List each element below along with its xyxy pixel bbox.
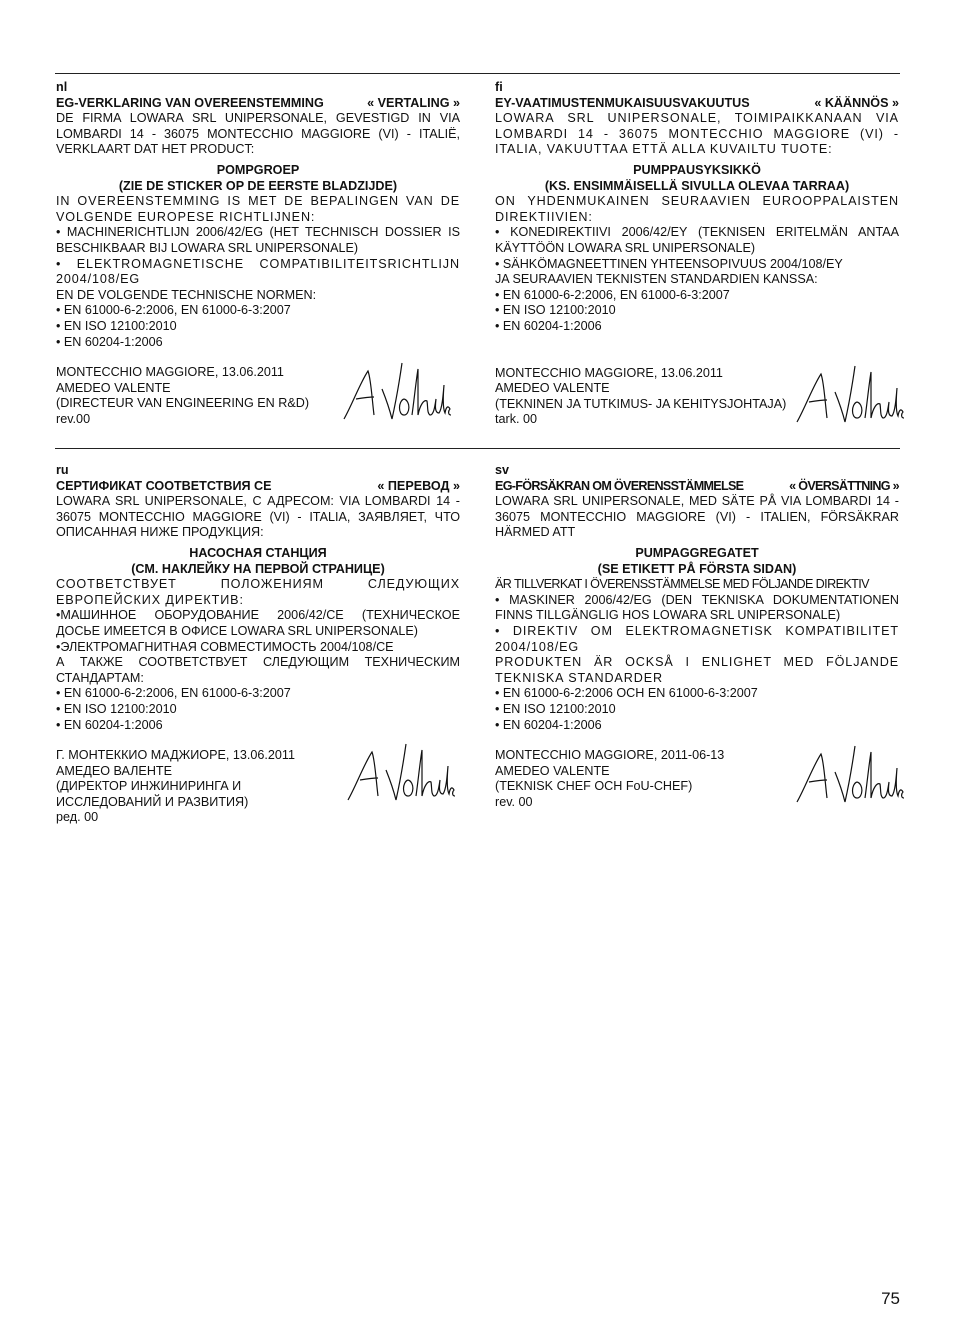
translation-tag: « VERTALING » — [367, 95, 460, 110]
declaration-title: EY-VAATIMUSTENMUKAISUUSVAKUUTUS — [495, 95, 750, 110]
revision: rev.00 — [56, 411, 91, 426]
directive-machinery: • MACHINERICHTLIJN 2006/42/EG (HET TECHNISCH DOSSIER IS BESCHIKBAAR BIJ LOWARA SRL UNIPERSONALE) — [56, 225, 460, 255]
signatory-role: (TEKNISK CHEF OCH FoU-CHEF) — [495, 779, 693, 794]
product-note: (ZIE DE STICKER OP DE EERSTE BLADZIJDE) — [118, 178, 398, 193]
directive-emc: •ЭЛЕКТРОМАГНИТНАЯ СОВМЕСТИМОСТЬ 2004/108/CE — [56, 639, 394, 654]
handwritten-signature — [795, 744, 905, 806]
conformity-statement: СООТВЕТСТВУЕТ ПОЛОЖЕНИЯМ СЛЕДУЮЩИХ ЕВРОПЕЙСКИХ ДИРЕКТИВ: — [56, 577, 460, 607]
directive-machinery: •МАШИННОЕ ОБОРУДОВАНИЕ 2006/42/CE (ТЕХНИЧЕСКОЕ ДОСЬЕ ИМЕЕТСЯ В ОФИСЕ LOWARA SRL UNIPERSONALE) — [56, 608, 460, 638]
translation-tag: « ÖVERSÄTTNING » — [789, 478, 899, 493]
standard-item: • EN 60204-1:2006 — [56, 717, 163, 732]
standard-item: • EN 60204-1:2006 — [495, 318, 602, 333]
revision: ред. 00 — [56, 810, 99, 825]
revision: rev. 00 — [495, 794, 533, 809]
declaration-title: EG-VERKLARING VAN OVEREENSTEMMING — [56, 95, 324, 110]
place-date: MONTECCHIO MAGGIORE, 13.06.2011 — [56, 365, 284, 380]
middle-rule — [55, 448, 900, 449]
signatory-role: (TEKNINEN JA TUTKIMUS- JA KEHITYSJOHTAJA) — [495, 396, 787, 411]
directive-emc: • ELEKTROMAGNETISCHE COMPATIBILITEITSRICHTLIJN 2004/108/EG — [56, 256, 460, 287]
place-date: MONTECCHIO MAGGIORE, 13.06.2011 — [495, 365, 723, 380]
conformity-statement: IN OVEREENSTEMMING IS MET DE BEPALINGEN VAN DE VOLGENDE EUROPESE RICHTLIJNEN: — [56, 194, 460, 224]
declaration-title-row — [495, 479, 899, 495]
directive-emc: • SÄHKÖMAGNEETTINEN YHTEENSOPIVUUS 2004/108/EY — [495, 256, 843, 271]
signature-block — [56, 748, 460, 826]
product-note: (KS. ENSIMMÄISELLÄ SIVULLA OLEVAA TARRAA) — [544, 178, 850, 193]
signature-block — [495, 748, 899, 810]
declaration-ru — [56, 463, 460, 826]
product-note: (СМ. НАКЛЕЙКУ НА ПЕРВОЙ СТРАНИЦЕ) — [131, 561, 385, 576]
signatory-name: AMEDEO VALENTE — [56, 380, 171, 395]
declaration-title-row — [495, 96, 899, 112]
page-number: 75 — [881, 1289, 900, 1308]
product-note: (SE ETIKETT PÅ FÖRSTA SIDAN) — [597, 561, 797, 576]
directive-machinery: • KONEDIREKTIIVI 2006/42/EY (TEKNISEN ERITELMÄN ANTAA KÄYTTÖÖN LOWARA SRL UNIPERSONALE) — [495, 225, 899, 255]
handwritten-signature — [795, 364, 905, 426]
standard-item: • EN 61000-6-2:2006, EN 61000-6-3:2007 — [56, 686, 291, 701]
declaration-nl — [56, 80, 460, 427]
standards-intro: EN DE VOLGENDE TECHNISCHE NORMEN: — [56, 287, 317, 302]
standards-intro: А ТАКЖЕ СООТВЕТСТВУЕТ СЛЕДУЮЩИМ ТЕХНИЧЕСКИМ СТАНДАРТАМ: — [56, 655, 460, 685]
standard-item: • EN 61000-6-2:2006, EN 61000-6-3:2007 — [495, 287, 730, 302]
conformity-statement: ÄR TILLVERKAT I ÖVERENSSTÄMMELSE MED FÖLJANDE DIREKTIV — [495, 577, 869, 592]
revision: tark. 00 — [495, 412, 537, 427]
directive-emc: • DIREKTIV OM ELEKTROMAGNETISK KOMPATIBILITET 2004/108/EG — [495, 623, 899, 654]
signatory-role: (DIRECTEUR VAN ENGINEERING EN R&D) — [56, 396, 310, 411]
declaration-title: СЕРТИФИКАТ СООТВЕТСТВИЯ CE — [56, 478, 272, 493]
signatory-name: AMEDEO VALENTE — [495, 763, 610, 778]
standard-item: • EN ISO 12100:2010 — [56, 318, 177, 333]
standard-item: • EN ISO 12100:2010 — [495, 303, 616, 318]
handwritten-signature — [342, 361, 452, 423]
product-name: POMPGROEP — [216, 162, 300, 177]
place-date: Г. МОНТЕККИО МАДЖИОРЕ, 13.06.2011 — [56, 748, 295, 763]
signatory-name: АМЕДЕО ВАЛЕНТЕ — [56, 763, 173, 778]
standards-intro: JA SEURAAVIEN TEKNISTEN STANDARDIEN KANSSA: — [495, 272, 818, 287]
standard-item: • EN 61000-6-2:2006, EN 61000-6-3:2007 — [56, 303, 291, 318]
standard-item: • EN 60204-1:2006 — [56, 334, 163, 349]
company-intro: LOWARA SRL UNIPERSONALE, TOIMIPAIKKANAAN VIA LOMBARDI 14 - 36075 MONTECCHIO MAGGIORE (VI) - ITALIA, VAKUUTTAA ETTÄ ALLA KUVAILTU TUOTE: — [495, 111, 899, 157]
conformity-statement: ON YHDENMUKAINEN SEURAAVIEN EUROOPPALAISTEN DIREKTIIVIEN: — [495, 194, 899, 224]
top-rule — [55, 73, 900, 74]
language-code: fi — [495, 80, 503, 94]
standards-intro: PRODUKTEN ÄR OCKSÅ I ENLIGHET MED FÖLJANDE TEKNISKA STANDARDER — [495, 655, 899, 685]
signature-block — [56, 365, 460, 427]
standard-item: • EN ISO 12100:2010 — [56, 701, 177, 716]
company-intro: DE FIRMA LOWARA SRL UNIPERSONALE, GEVESTIGD IN VIA LOMBARDI 14 - 36075 MONTECCHIO MAGGIORE (VI) - ITALIË, VERKLAART DAT HET PRODUCT: — [56, 111, 460, 157]
declaration-title-row — [56, 96, 460, 112]
signatory-role: ИССЛЕДОВАНИЙ И РАЗВИТИЯ) — [56, 794, 249, 809]
signatory-name: AMEDEO VALENTE — [495, 381, 610, 396]
product-name: НАСОСНАЯ СТАНЦИЯ — [189, 545, 327, 560]
translation-tag: « KÄÄNNÖS » — [814, 95, 899, 110]
language-code: sv — [495, 463, 510, 477]
place-date: MONTECCHIO MAGGIORE, 2011-06-13 — [495, 748, 725, 763]
language-code: ru — [56, 463, 69, 477]
signatory-role: (ДИРЕКТОР ИНЖИНИРИНГА И — [56, 779, 242, 794]
company-intro: LOWARA SRL UNIPERSONALE, MED SÄTE PÅ VIA LOMBARDI 14 - 36075 MONTECCHIO MAGGIORE (VI) - ITALIEN, FÖRSÄKRAR HÄRMED ATT — [495, 494, 899, 540]
standard-item: • EN ISO 12100:2010 — [495, 701, 616, 716]
declaration-fi — [495, 80, 899, 428]
declaration-title: EG-FÖRSÄKRAN OM ÖVERENSSTÄMMELSE — [495, 478, 744, 493]
translation-tag: « ПЕРЕВОД » — [377, 478, 460, 493]
product-name: PUMPPAUSYKSIKKÖ — [633, 162, 761, 177]
product-name: PUMPAGGREGATET — [635, 545, 759, 560]
declaration-title-row — [56, 479, 460, 495]
standard-item: • EN 60204-1:2006 — [495, 717, 602, 732]
directive-machinery: • MASKINER 2006/42/EG (DEN TEKNISKA DOKUMENTATIONEN FINNS TILLGÄNGLIG HOS LOWARA SRL UNIPERSONALE) — [495, 592, 899, 623]
handwritten-signature — [346, 742, 456, 804]
signature-block — [495, 366, 899, 428]
company-intro: LOWARA SRL UNIPERSONALE, С АДРЕСОМ: VIA LOMBARDI 14 - 36075 MONTECCHIO MAGGIORE (VI) - ITALIA, ЗАЯВЛЯЕТ, ЧТО ОПИСАННАЯ НИЖЕ ПРОДУКЦИЯ: — [56, 494, 460, 540]
declaration-sv — [495, 463, 899, 810]
language-code: nl — [56, 80, 68, 94]
standard-item: • EN 61000-6-2:2006 OCH EN 61000-6-3:2007 — [495, 686, 758, 701]
